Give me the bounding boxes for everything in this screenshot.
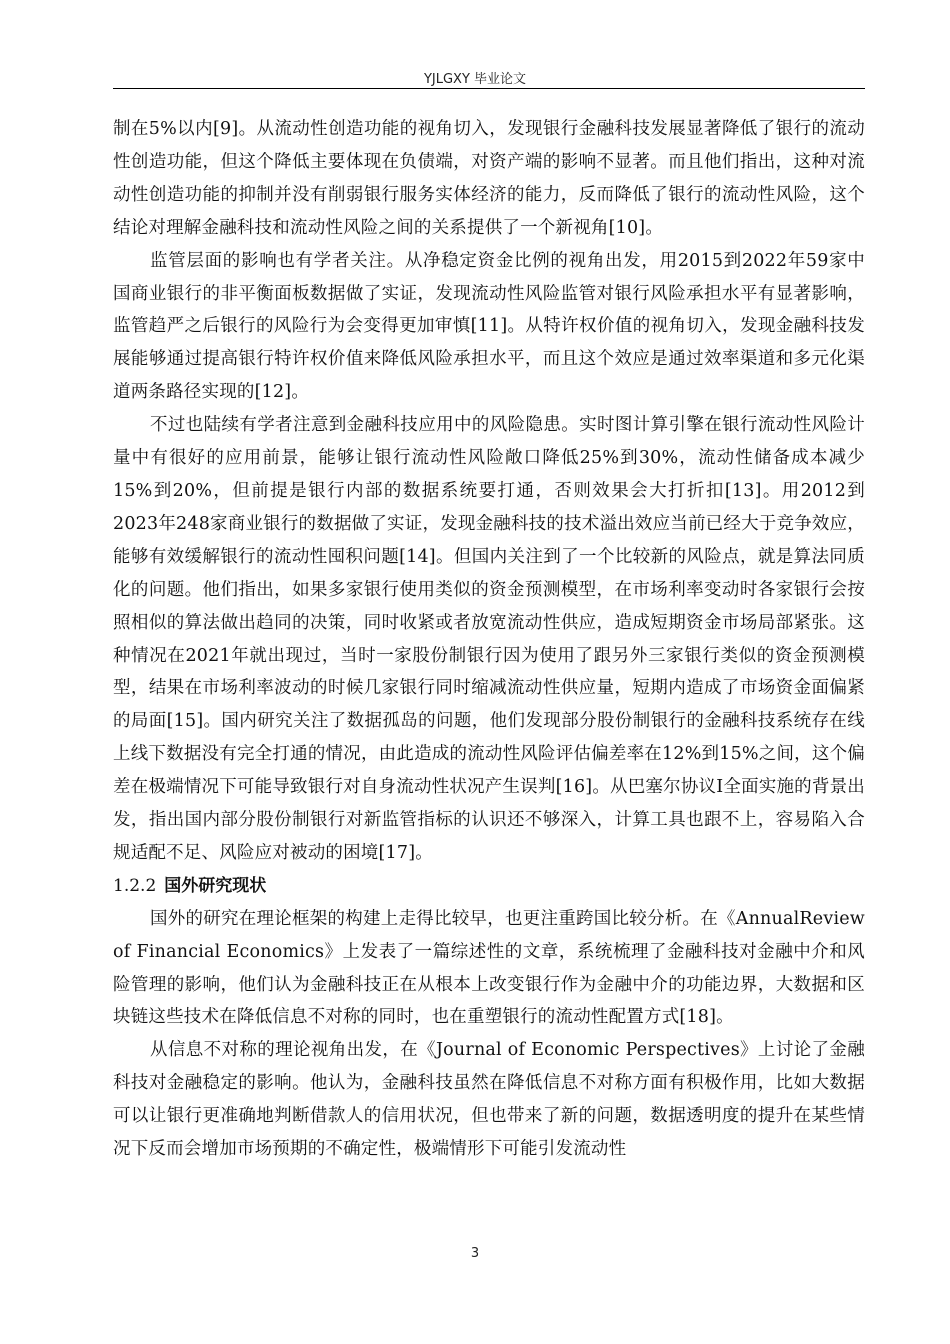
paragraph-5: 从信息不对称的理论视角出发，在《Journal of Economic Perspectives》上讨论了金融科技对金融稳定的影响。他认为，金融科技虽然在降低信息不对称方面有积极作用，比如大数据可以让银行更准确地判断借款人的信用状况，但也带来了新的问题，数据透明度的提升在某些情况下反而会增加市场预期的不确定性，极端情形下可能引发流动性 bbox=[113, 1040, 865, 1160]
section-heading bbox=[113, 870, 865, 903]
section-title: 国外研究现状 bbox=[164, 875, 267, 896]
paragraph-3: 不过也陆续有学者注意到金融科技应用中的风险隐患。实时图计算引擎在银行流动性风险计量中有很好的应用前景，能够让银行流动性风险敞口降低25%到30%，流动性储备成本减少15%到20%，但前提是银行内部的数据系统要打通，否则效果会大打折扣[13]。用2012到2023年248家商业银行的数据做了实证，发现金融科技的技术溢出效应当前已经大于竞争效应，能够有效缓解银行的流动性囤积问题[14]。但国内关注到了一个比较新的风险点，就是算法同质化的问题。他们指出，如果多家银行使用类似的资金预测模型，在市场利率变动时各家银行会按照相似的算法做出趋同的决策，同时收紧或者放宽流动性供应，造成短期资金市场局部紧张。这种情况在2021年就出现过，当时一家股份制银行因为使用了跟另外三家银行类似的资金预测模型，结果在市场利率波动的时候几家银行同时缩减流动性供应量，短期内造成了市场资金面偏紧的局面[15]。国内研究关注了数据孤岛的问题，他们发现部分股份制银行的金融科技系统存在线上线下数据没有完全打通的情况，由此造成的流动性风险评估偏差率在12%到15%之间，这个偏差在极端情况下可能导致银行对自身流动性状况产生误判[16]。从巴塞尔协议I全面实施的背景出发，指出国内部分股份制银行对新监管指标的认识还不够深入，计算工具也跟不上，容易陷入合规适配不足、风险应对被动的困境[17]。 bbox=[113, 415, 865, 863]
paragraph-1: 制在5%以内[9]。从流动性创造功能的视角切入，发现银行金融科技发展显著降低了银行的流动性创造功能，但这个降低主要体现在负债端，对资产端的影响不显著。而且他们指出，这种对流动性创造功能的抑制并没有削弱银行服务实体经济的能力，反而降低了银行的流动性风险，这个结论对理解金融科技和流动性风险之间的关系提供了一个新视角[10]。 bbox=[113, 119, 865, 238]
section-number: 1.2.2 bbox=[113, 875, 157, 896]
page-number: 3 bbox=[470, 1246, 480, 1261]
running-header: YJLGXY 毕业论文 bbox=[423, 72, 527, 87]
header-divider bbox=[113, 88, 865, 89]
paragraph-2: 监管层面的影响也有学者关注。从净稳定资金比例的视角出发，用2015到2022年59家中国商业银行的非平衡面板数据做了实证，发现流动性风险监管对银行风险承担水平有显著影响，监管趋严之后银行的风险行为会变得更加审慎[11]。从特许权价值的视角切入，发现金融科技发展能够通过提高银行特许权价值来降低风险承担水平，而且这个效应是通过效率渠道和多元化渠道两条路径实现的[12]。 bbox=[113, 250, 865, 403]
page-body bbox=[113, 113, 865, 1166]
paragraph-4: 国外的研究在理论框架的构建上走得比较早，也更注重跨国比较分析。在《AnnualReview of Financial Economics》上发表了一篇综述性的文章，系统梳理了金融科技对金融中介和风险管理的影响，他们认为金融科技正在从根本上改变银行作为金融中介的功能边界，大数据和区块链这些技术在降低信息不对称的同时，也在重塑银行的流动性配置方式[18]。 bbox=[113, 908, 865, 1028]
